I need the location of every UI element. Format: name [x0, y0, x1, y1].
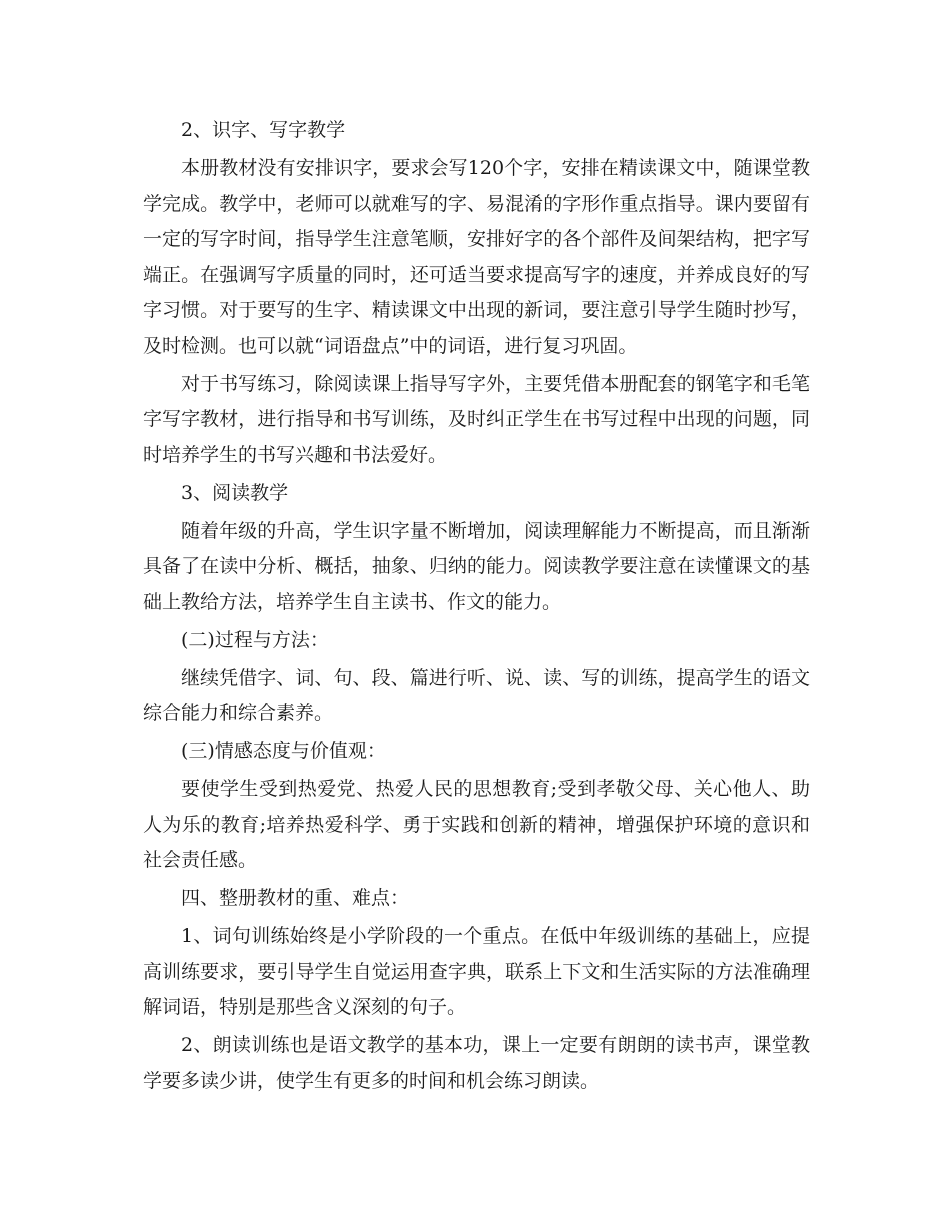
- para-emotion-values: 要使学生受到热爱党、热爱人民的思想教育;受到孝敬父母、关心他人、助人为乐的教育;培养热爱科学、勇于实践和创新的精神，增强保护环境的意识和社会责任感。: [143, 778, 810, 871]
- heading-key-difficulties: 四、整册教材的重、难点：: [181, 887, 410, 909]
- para-reading-ability: 随着年级的升高，学生识字量不断增加，阅读理解能力不断提高，而且渐渐具备了在读中分析、概括，抽象、归纳的能力。阅读教学要注意在读懂课文的基础上教给方法，培养学生自主读书、作文的能力。: [143, 519, 810, 613]
- para-key-point-2: 2、朗读训练也是语文教学的基本功，课上一定要有朗朗的读书声，课堂教学要多读少讲，使学生有更多的时间和机会练习朗读。: [143, 1034, 810, 1092]
- heading-emotion-values: (三)情感态度与价值观：: [181, 740, 386, 762]
- para-key-point-1: 1、词句训练始终是小学阶段的一个重点。在低中年级训练的基础上，应提高训练要求，要引导学生自觉运用查字典，联系上下文和生活实际的方法准确理解词语，特别是那些含义深刻的句子。: [143, 925, 810, 1018]
- document-page: [143, 113, 810, 1102]
- heading-reading: 3、阅读教学: [181, 481, 289, 504]
- heading-process-method: (二)过程与方法：: [181, 628, 329, 651]
- para-literacy-requirements: 本册教材没有安排识字，要求会写120个字，安排在精读课文中，随课堂教学完成。教学中，老师可以就难写的字、易混淆的字形作重点指导。课内要留有一定的写字时间，指导学生注意笔顺，安排好字的各个部件及间架结构，把字写端正。在强调写字质量的同时，还可适当要求提高写字的速度，并养成良好的写字习惯。对于要写的生字、精读课文中出现的新词，要注意引导学生随时抄写，及时检测。也可以就“词语盘点”中的词语，进行复习巩固。: [143, 157, 810, 357]
- heading-literacy-writing: 2、识字、写字教学: [181, 119, 346, 141]
- para-process-method: 继续凭借字、词、句、段、篇进行听、说、读、写的训练，提高学生的语文综合能力和综合素养。: [143, 666, 810, 724]
- para-calligraphy-practice: 对于书写练习，除阅读课上指导写字外，主要凭借本册配套的钢笔字和毛笔字写字教材，进行指导和书写训练，及时纠正学生在书写过程中出现的问题，同时培养学生的书写兴趣和书法爱好。: [143, 372, 810, 466]
